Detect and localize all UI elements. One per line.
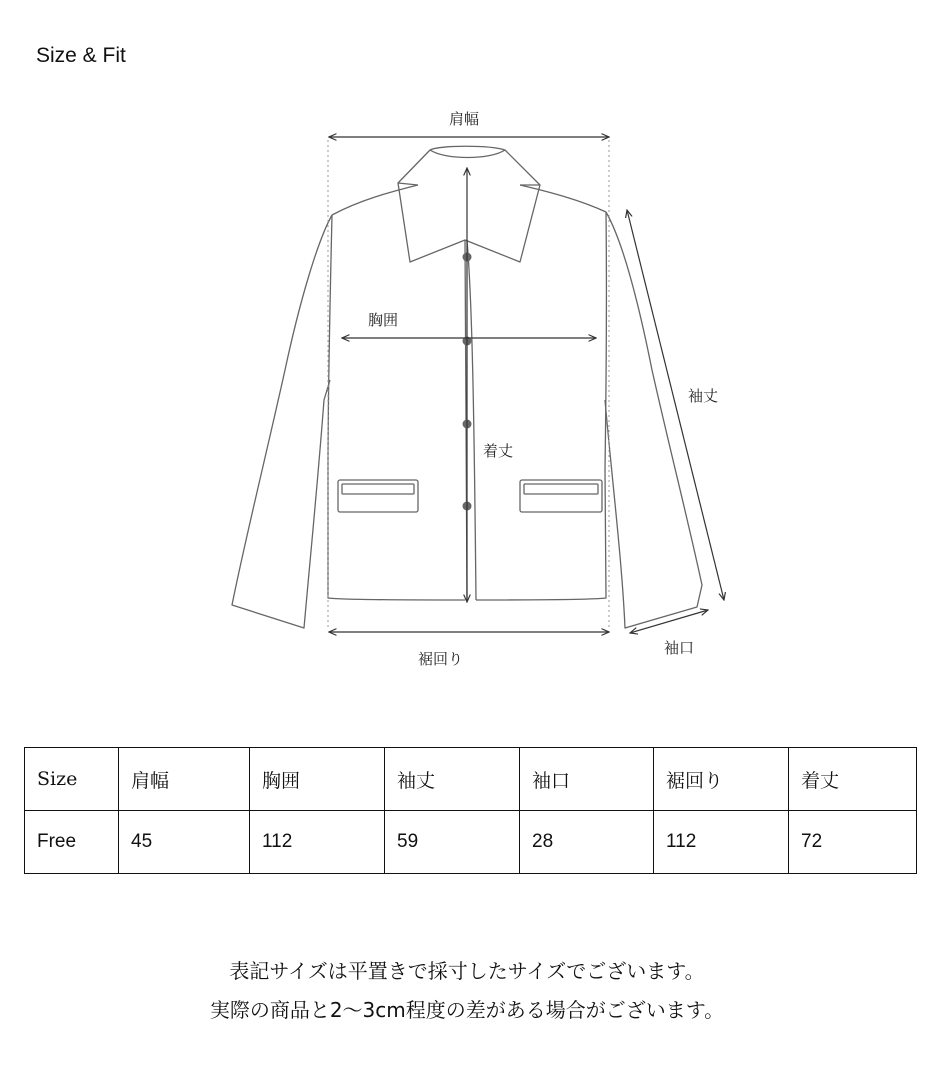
table-header-cell: Size — [25, 748, 119, 811]
cuff-arrow — [630, 610, 708, 633]
page-title: Size & Fit — [36, 44, 126, 67]
table-header-cell: 袖口 — [520, 748, 654, 811]
table-cell: 59 — [385, 811, 520, 874]
collar — [398, 146, 540, 600]
table-cell: 72 — [789, 811, 917, 874]
right-sleeve — [605, 212, 702, 628]
hem-label: 裾回り — [418, 650, 464, 668]
cuff-label: 袖口 — [664, 639, 695, 657]
table-cell: 112 — [250, 811, 385, 874]
table-header-cell: 裾回り — [654, 748, 789, 811]
table-cell: 45 — [119, 811, 250, 874]
table-cell: Free — [25, 811, 119, 874]
table-header-row — [25, 748, 917, 811]
chest-label: 胸囲 — [368, 311, 399, 329]
right-pocket — [520, 480, 602, 512]
size-table — [24, 747, 917, 874]
table-header-cell: 着丈 — [789, 748, 917, 811]
table-header-cell: 肩幅 — [119, 748, 250, 811]
sleeve-length-label: 袖丈 — [688, 387, 719, 405]
table-cell: 112 — [654, 811, 789, 874]
table-cell: 28 — [520, 811, 654, 874]
left-sleeve — [232, 215, 332, 628]
note-line-2: 実際の商品と2〜3cm程度の差がある場合がございます。 — [209, 998, 725, 1022]
table-row — [25, 811, 917, 874]
note-line-1: 表記サイズは平置きで採寸したサイズでございます。 — [229, 959, 705, 983]
table-header-cell: 胸囲 — [250, 748, 385, 811]
table-header-cell: 袖丈 — [385, 748, 520, 811]
shoulder-label: 肩幅 — [449, 110, 480, 128]
length-label: 着丈 — [483, 442, 514, 460]
left-pocket — [338, 480, 418, 512]
